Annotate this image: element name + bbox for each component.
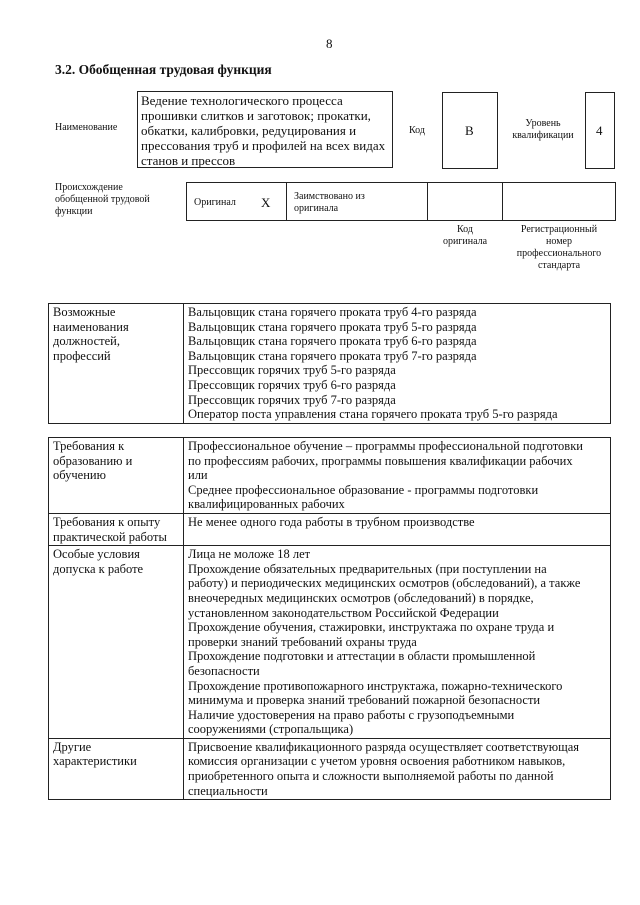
other-line: Присвоение квалификационного разряда осуществляет соответствующая [188,739,580,754]
origin-label-line: обобщенной трудовой [55,194,150,205]
other-label-line: Другие [53,739,92,754]
original-mark: Х [261,195,271,210]
position-item: Вальцовщик стана горячего проката труб 7-го разряда [188,348,477,363]
special-line: Лица не моложе 18 лет [188,547,311,562]
special-label-line: Особые условия [53,547,140,562]
special-line: Наличие удостоверения на право работы с грузоподъемными [188,707,515,722]
position-item: Прессовщик горячих труб 7-го разряда [188,392,396,407]
position-item: Прессовщик горячих труб 6-го разряда [188,377,396,392]
reg-caption-line: Регистрационный [520,224,598,235]
positions-row [49,304,611,424]
special-line: Прохождение подготовки и аттестации в области промышленной [188,649,536,664]
education-line: квалифицированных рабочих [188,497,345,512]
positions-label-line: профессий [53,348,111,363]
positions-label-cell [49,304,184,424]
origin-divider [502,183,503,220]
level-label-line: квалификации [512,130,574,141]
other-line: комиссия организации с учетом уровня освоения работником навыков, [188,754,566,769]
special-line: Прохождение обучения, стажировки, инструктажа по охране труда и [188,620,555,635]
special-line: проверки знаний требований охраны труда [188,634,417,649]
origin-row [186,182,616,221]
level-label-line: Уровень [525,118,561,129]
original-label: Оригинал [194,197,236,208]
experience-row [49,513,611,545]
education-label-line: обучению [53,468,106,483]
special-label-cell [49,546,184,739]
positions-label-line: наименования [53,319,129,334]
name-value-line: Ведение технологического процесса [141,93,343,108]
name-value-line: обкатки, калибровки, редуцирования и [141,123,357,138]
position-item: Вальцовщик стана горячего проката труб 4-го разряда [188,305,477,319]
special-line: работу) и периодических медицинских осмотров (обследований), а также [188,576,581,591]
special-line: Прохождение противопожарного инструктажа, пожарно-технического [188,678,563,693]
other-label-line: характеристики [53,754,137,769]
other-line: приобретенного опыта и сложности выполняемой работы по данной [188,769,554,784]
name-value-line: прошивки слитков и заготовок; прокатки, [141,108,371,123]
name-value-line: станов и прессов [141,153,236,168]
code-label: Код [409,125,425,136]
origin-label [55,182,150,218]
experience-label-line: практической работы [53,529,167,544]
education-row [49,438,611,514]
special-label-line: допуска к работе [53,561,144,576]
experience-value-cell [184,513,611,545]
level-value-box [585,92,615,169]
origin-divider [286,183,287,220]
special-line: установленном законодательством Российской Федерации [188,605,499,620]
education-value-cell [184,438,611,514]
special-line: сооружениями (стропальщика) [188,722,354,737]
level-label [503,118,583,142]
requirements-table [48,437,611,800]
level-value: 4 [596,123,603,138]
positions-list-cell [184,304,611,424]
experience-label-cell [49,513,184,545]
code-caption-line: оригинала [442,236,488,247]
name-value-line: прессования труб и профилей на всех видах [141,138,386,153]
experience-line: Не менее одного года работы в трубном производстве [188,514,475,529]
other-row [49,738,611,799]
other-label-cell [49,738,184,799]
reg-caption-line: профессионального [516,248,602,259]
special-line: Прохождение обязательных предварительных (при поступлении на [188,561,547,576]
education-line: Профессиональное обучение – программы профессиональной подготовки [188,439,583,453]
special-line: безопасности [188,663,260,678]
code-caption-line: Код [457,224,473,235]
reg-caption-line: номер [546,236,572,247]
education-label-line: образованию и [53,453,133,468]
education-label-line: Требования к [53,439,125,453]
origin-divider [427,183,428,220]
code-original-caption [428,224,502,248]
name-label: Наименование [55,122,118,133]
code-value-box [442,92,498,169]
other-line: специальности [188,783,268,798]
section-title: 3.2. Обобщенная трудовая функция [55,62,272,77]
borrowed-label [294,191,365,215]
position-item: Прессовщик горячих труб 5-го разряда [188,363,396,378]
education-label-cell [49,438,184,514]
code-value: В [465,123,474,138]
positions-table [48,303,611,424]
borrowed-line: оригинала [294,203,339,214]
other-value-cell [184,738,611,799]
position-item: Вальцовщик стана горячего проката труб 6-го разряда [188,334,477,349]
education-line: или [188,468,208,483]
position-item: Вальцовщик стана горячего проката труб 5-го разряда [188,319,477,334]
origin-label-line: функции [55,206,93,217]
special-row [49,546,611,739]
special-value-cell [184,546,611,739]
education-line: Среднее профессиональное образование - программы подготовки [188,482,539,497]
special-line: внеочередных медицинских осмотров (обследований) в порядке, [188,590,534,605]
origin-label-line: Происхождение [55,182,123,193]
special-line: минимума и проверка знаний требований пожарной безопасности [188,693,541,708]
registration-caption [503,224,615,272]
education-line: по профессиям рабочих, программы повышения квалификации рабочих [188,453,573,468]
borrowed-line: Заимствовано из [294,191,365,202]
experience-label-line: Требования к опыту [53,514,161,529]
name-value-box [137,91,393,168]
positions-label-line: Возможные [53,305,116,319]
reg-caption-line: стандарта [537,260,581,271]
position-item: Оператор поста управления стана горячего проката труб 5-го разряда [188,407,558,422]
positions-label-line: должностей, [53,334,120,349]
page-number: 8 [326,36,333,51]
